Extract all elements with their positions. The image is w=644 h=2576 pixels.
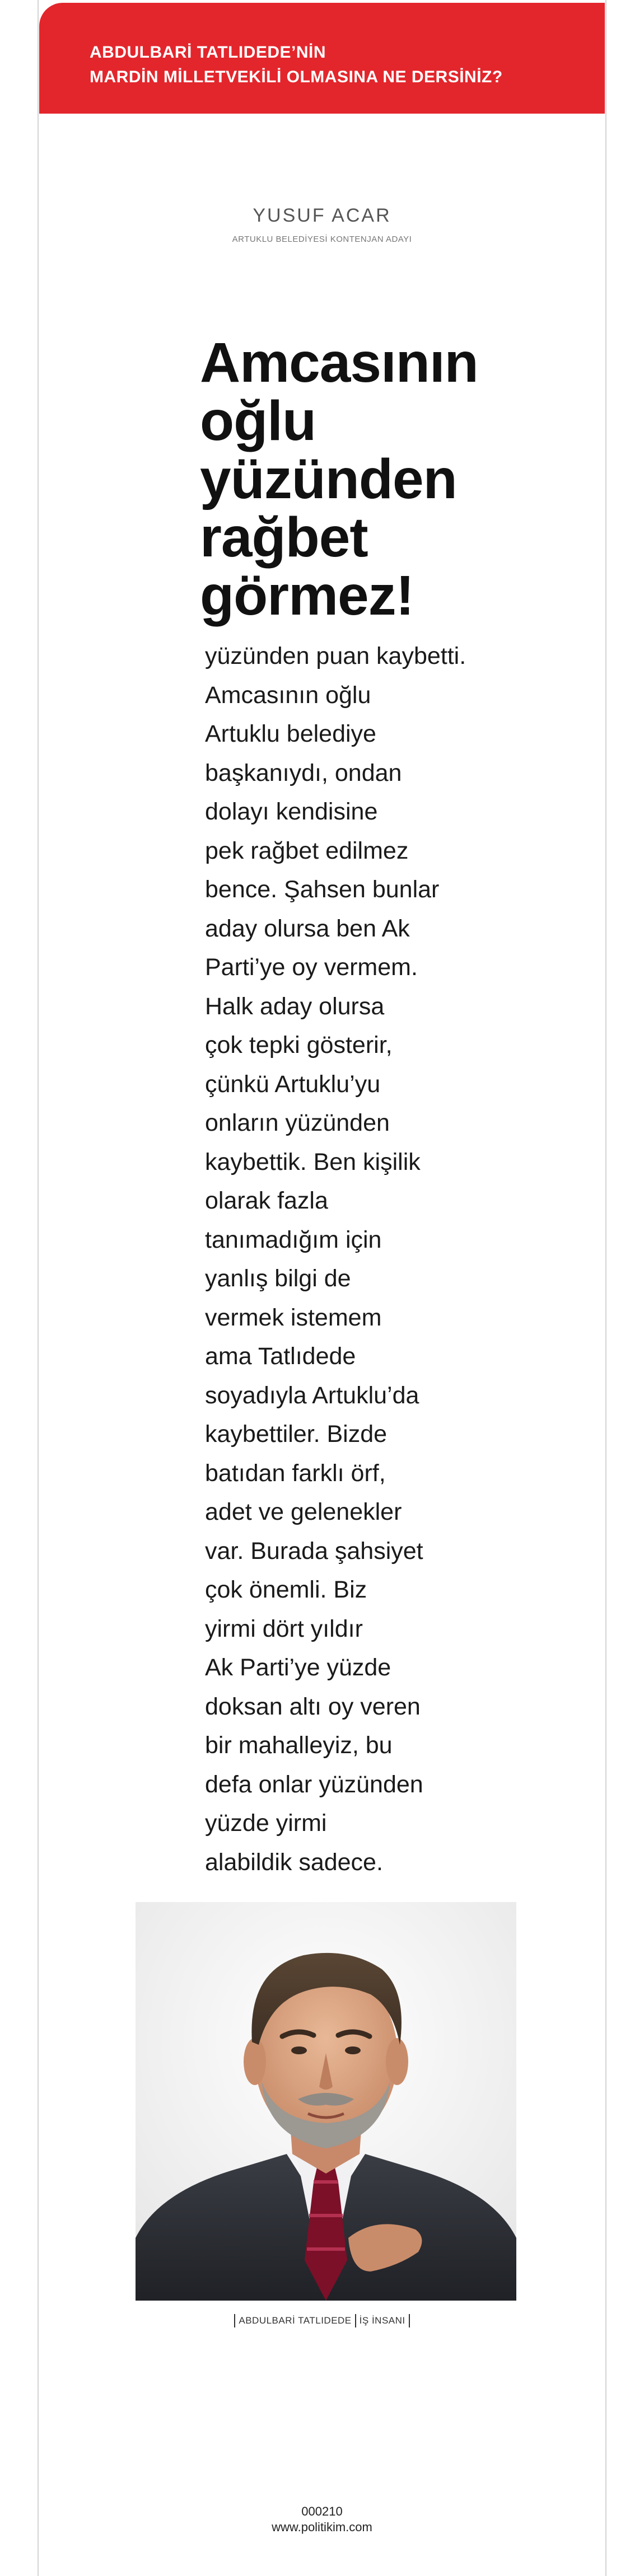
body-line: Halk aday olursa bbox=[205, 992, 385, 1020]
body-line: kaybettiler. Bizde bbox=[205, 1421, 388, 1448]
article-body bbox=[205, 637, 474, 1882]
headline-line: Amcasının bbox=[200, 331, 478, 394]
banner-line-1: ABDULBARİ TATLIDEDE’NİN bbox=[90, 43, 326, 62]
page-code: 000210 bbox=[301, 2504, 343, 2518]
banner-line-2: MARDİN MİLLETVEKİLİ OLMASINA NE DERSİNİZ? bbox=[90, 68, 503, 86]
body-line: tanımadığım için bbox=[205, 1226, 382, 1253]
site-url: www.politikim.com bbox=[272, 2520, 372, 2534]
body-line: Ak Parti’ye yüzde bbox=[205, 1654, 391, 1681]
headline-line: oğlu bbox=[200, 390, 316, 452]
body-line: çünkü Artuklu’yu bbox=[205, 1070, 381, 1098]
body-line: Artuklu belediye bbox=[205, 720, 376, 747]
author-role: ARTUKLU BELEDİYESİ KONTENJAN ADAYI bbox=[232, 235, 412, 244]
body-line: vermek istemem bbox=[205, 1304, 382, 1331]
body-line: Parti’ye oy vermem. bbox=[205, 954, 418, 981]
caption-title: İŞ İNSANI bbox=[359, 2315, 405, 2326]
body-line: alabildik sadece. bbox=[205, 1848, 383, 1876]
body-line: ama Tatlıdede bbox=[205, 1343, 356, 1370]
body-line: bir mahalleyiz, bu bbox=[205, 1732, 393, 1759]
caption-name: ABDULBARİ TATLIDEDE bbox=[239, 2315, 352, 2326]
body-line: yanlış bilgi de bbox=[205, 1265, 351, 1292]
body-line: bence. Şahsen bunlar bbox=[205, 876, 440, 903]
portrait-photo bbox=[136, 1902, 516, 2301]
caption-divider bbox=[355, 2314, 356, 2327]
author-name: YUSUF ACAR bbox=[253, 205, 391, 226]
body-line: kaybettik. Ben kişilik bbox=[205, 1148, 421, 1175]
headline-line: yüzünden bbox=[200, 448, 457, 510]
body-line: pek rağbet edilmez bbox=[205, 837, 409, 864]
body-line: yüzünden puan kaybetti. bbox=[205, 643, 466, 669]
body-line: defa onlar yüzünden bbox=[205, 1771, 423, 1798]
body-line: aday olursa ben Ak bbox=[205, 915, 410, 942]
body-line: çok tepki gösterir, bbox=[205, 1032, 393, 1058]
body-line: adet ve gelenekler bbox=[205, 1498, 402, 1525]
body-line: soyadıyla Artuklu’da bbox=[205, 1381, 419, 1409]
caption-divider bbox=[234, 2314, 235, 2327]
body-line: yirmi dört yıldır bbox=[205, 1615, 363, 1642]
body-line: dolayı kendisine bbox=[205, 798, 378, 825]
body-line: doksan altı oy veren bbox=[205, 1693, 421, 1720]
photo-caption bbox=[0, 2314, 644, 2327]
question-banner bbox=[39, 3, 605, 114]
headline-line: görmez! bbox=[200, 564, 414, 627]
body-line: onların yüzünden bbox=[205, 1109, 390, 1136]
body-line: başkanıydı, ondan bbox=[205, 759, 402, 786]
body-line: yüzde yirmi bbox=[205, 1810, 327, 1837]
headline-line: rağbet bbox=[200, 506, 368, 569]
caption-divider bbox=[409, 2314, 410, 2327]
headline bbox=[200, 331, 491, 627]
portrait-illustration bbox=[136, 1902, 516, 2301]
body-line: Amcasının oğlu bbox=[205, 681, 371, 709]
body-line: batıdan farklı örf, bbox=[205, 1459, 386, 1487]
body-line: olarak fazla bbox=[205, 1187, 328, 1214]
body-line: var. Burada şahsiyet bbox=[205, 1537, 423, 1565]
body-line: çok önemli. Biz bbox=[205, 1576, 367, 1603]
